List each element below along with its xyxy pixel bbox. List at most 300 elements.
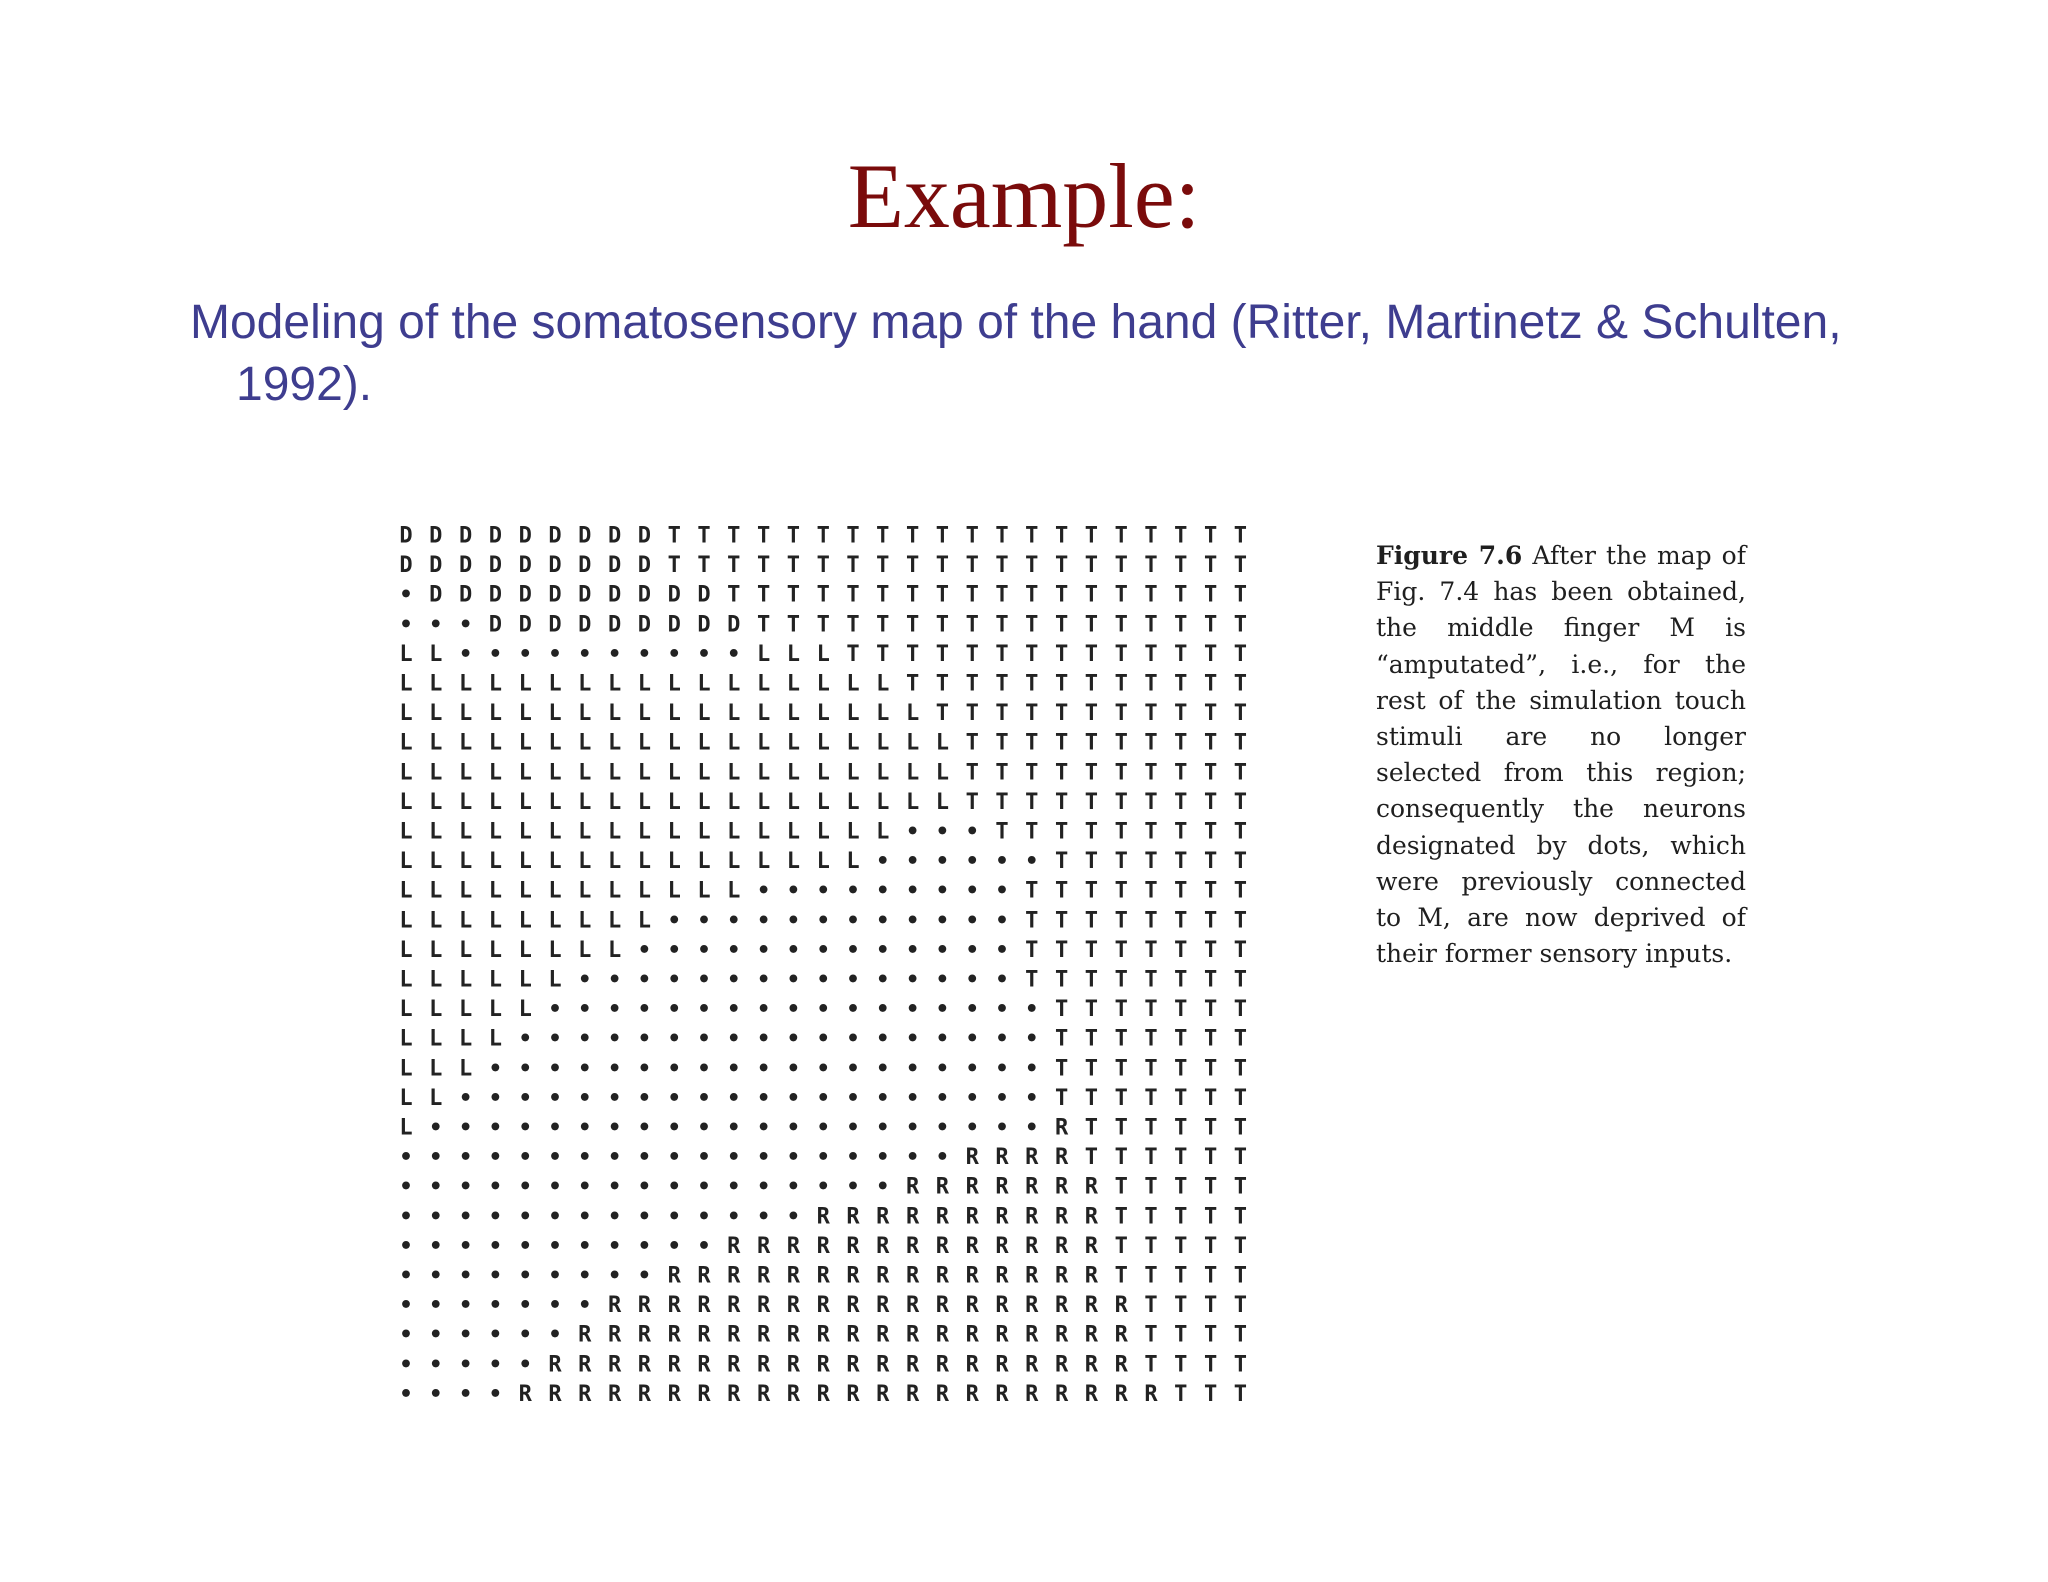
map-cell-r: R [727,1263,741,1289]
map-cell-t: T [1174,730,1188,756]
map-cell-t: T [846,523,860,549]
map-cell-d: D [697,612,711,638]
map-cell-l: L [816,789,830,815]
map-cell-l: L [637,760,652,786]
map-cell-dot: • [518,1056,532,1082]
map-cell-l: L [399,730,413,756]
map-cell-t: T [935,701,950,727]
map-cell-l: L [399,1085,413,1111]
map-cell-dot: • [399,612,413,638]
map-cell-r: R [1054,1174,1069,1200]
map-cell-t: T [1084,612,1099,638]
map-cell-dot: • [697,1174,711,1200]
map-cell-dot: • [786,1145,801,1171]
map-cell-l: L [429,967,443,993]
map-cell-dot: • [905,1056,920,1082]
map-cell-dot: • [578,1174,592,1200]
map-cell-l: L [578,789,592,815]
map-cell-l: L [667,671,681,697]
map-cell-r: R [637,1293,652,1319]
map-cell-l: L [816,641,830,667]
map-cell-r: R [727,1293,741,1319]
map-cell-r: R [756,1352,771,1378]
map-cell-t: T [1025,967,1039,993]
map-cell-t: T [1203,878,1218,904]
map-cell-dot: • [846,1026,860,1052]
map-cell-l: L [518,908,532,934]
map-cell-l: L [786,641,801,667]
map-cell-dot: • [429,1263,443,1289]
map-cell-r: R [756,1263,771,1289]
map-cell-dot: • [727,1056,741,1082]
map-cell-d: D [488,582,503,608]
map-cell-r: R [756,1322,771,1348]
map-cell-t: T [1084,730,1099,756]
map-cell-t: T [905,671,920,697]
map-cell-t: T [1114,760,1128,786]
map-cell-l: L [548,819,562,845]
map-cell-t: T [1054,878,1069,904]
map-cell-d: D [637,582,652,608]
map-cell-t: T [1054,701,1069,727]
map-cell-t: T [1174,1322,1188,1348]
map-cell-dot: • [458,1174,473,1200]
map-cell-dot: • [637,641,652,667]
map-cell-t: T [697,553,711,579]
map-cell-dot: • [548,1085,562,1111]
map-cell-l: L [786,701,801,727]
map-cell-dot: • [429,1204,443,1230]
map-cell-r: R [965,1352,979,1378]
map-cell-l: L [727,730,741,756]
map-cell-l: L [637,730,652,756]
map-cell-t: T [1054,671,1069,697]
map-cell-dot: • [488,1263,503,1289]
map-cell-t: T [1174,701,1188,727]
map-cell-r: R [727,1322,741,1348]
map-cell-t: T [1233,1233,1248,1259]
map-cell-r: R [995,1263,1009,1289]
map-cell-dot: • [578,1026,592,1052]
map-cell-t: T [1203,819,1218,845]
map-cell-r: R [905,1381,920,1402]
map-cell-t: T [995,819,1009,845]
map-cell-dot: • [995,937,1009,963]
map-cell-d: D [399,553,413,579]
map-cell-t: T [786,553,801,579]
map-cell-dot: • [518,1263,532,1289]
map-cell-r: R [816,1233,830,1259]
map-cell-l: L [458,937,473,963]
map-cell-dot: • [846,1056,860,1082]
map-cell-t: T [1025,523,1039,549]
map-cell-r: R [1025,1293,1039,1319]
map-cell-dot: • [995,1056,1009,1082]
map-cell-dot: • [876,1145,890,1171]
map-cell-dot: • [965,937,979,963]
map-cell-r: R [1054,1115,1069,1141]
map-cell-dot: • [518,1322,532,1348]
map-cell-r: R [1084,1174,1099,1200]
map-cell-r: R [1025,1263,1039,1289]
map-cell-dot: • [607,1233,622,1259]
map-cell-t: T [1025,819,1039,845]
map-cell-d: D [458,523,473,549]
map-cell-t: T [816,553,830,579]
map-cell-t: T [1114,997,1128,1023]
map-cell-dot: • [488,1085,503,1111]
map-cell-l: L [607,819,622,845]
map-cell-d: D [607,553,622,579]
map-cell-t: T [1114,878,1128,904]
map-cell-t: T [1114,849,1128,875]
map-cell-t: T [1144,789,1158,815]
map-cell-t: T [1174,553,1188,579]
map-cell-t: T [1114,1115,1128,1141]
map-cell-t: T [1233,1352,1248,1378]
map-cell-dot: • [727,1115,741,1141]
map-cell-l: L [578,730,592,756]
map-cell-dot: • [786,937,801,963]
map-cell-dot: • [637,1085,652,1111]
map-cell-t: T [1084,701,1099,727]
map-cell-dot: • [488,1293,503,1319]
map-cell-dot: • [935,849,950,875]
map-cell-t: T [995,582,1009,608]
map-cell-l: L [429,997,443,1023]
map-cell-t: T [1054,997,1069,1023]
map-cell-d: D [429,553,443,579]
map-cell-t: T [1233,1204,1248,1230]
map-cell-l: L [697,789,711,815]
map-cell-r: R [697,1263,711,1289]
map-cell-t: T [1084,878,1099,904]
map-cell-dot: • [1025,1056,1039,1082]
map-cell-d: D [637,523,652,549]
map-cell-t: T [1144,730,1158,756]
map-cell-t: T [1233,701,1248,727]
map-cell-dot: • [429,1381,443,1402]
map-cell-t: T [1174,1293,1188,1319]
map-cell-dot: • [846,997,860,1023]
map-cell-l: L [607,701,622,727]
map-cell-d: D [548,612,562,638]
map-cell-dot: • [518,641,532,667]
map-cell-dot: • [637,1145,652,1171]
map-cell-dot: • [399,1145,413,1171]
map-cell-t: T [1114,1145,1128,1171]
map-cell-t: T [727,523,741,549]
map-cell-d: D [578,612,592,638]
map-cell-dot: • [876,849,890,875]
map-cell-r: R [1025,1322,1039,1348]
map-cell-t: T [846,641,860,667]
map-cell-dot: • [905,878,920,904]
map-cell-t: T [1144,1322,1158,1348]
map-cell-t: T [1233,1293,1248,1319]
map-cell-l: L [548,967,562,993]
map-cell-t: T [727,582,741,608]
map-cell-t: T [1144,937,1158,963]
map-cell-dot: • [667,1204,681,1230]
map-cell-l: L [429,908,443,934]
map-cell-dot: • [786,1085,801,1111]
map-cell-dot: • [458,1381,473,1402]
map-cell-t: T [1203,1233,1218,1259]
map-cell-t: T [935,641,950,667]
map-cell-dot: • [876,937,890,963]
map-cell-t: T [1054,819,1069,845]
map-cell-l: L [518,671,532,697]
map-cell-t: T [935,671,950,697]
map-cell-t: T [965,760,979,786]
map-cell-dot: • [727,997,741,1023]
map-cell-l: L [816,671,830,697]
map-cell-r: R [697,1352,711,1378]
map-cell-t: T [1203,1174,1218,1200]
map-cell-r: R [786,1322,801,1348]
map-cell-t: T [1025,908,1039,934]
map-cell-dot: • [905,1026,920,1052]
map-cell-dot: • [488,1115,503,1141]
map-cell-r: R [756,1293,771,1319]
map-cell-t: T [1233,967,1248,993]
map-cell-d: D [607,582,622,608]
map-cell-t: T [1203,1115,1218,1141]
map-cell-dot: • [488,1056,503,1082]
map-cell-r: R [1054,1352,1069,1378]
map-cell-r: R [786,1293,801,1319]
map-cell-r: R [727,1381,741,1402]
map-cell-t: T [1233,612,1248,638]
map-cell-t: T [1054,760,1069,786]
map-cell-dot: • [935,908,950,934]
map-cell-t: T [1084,1145,1099,1171]
map-cell-dot: • [905,1115,920,1141]
map-cell-t: T [846,612,860,638]
map-cell-t: T [1233,908,1248,934]
map-cell-dot: • [578,1056,592,1082]
map-cell-t: T [667,553,681,579]
map-cell-t: T [1233,1322,1248,1348]
map-cell-dot: • [637,1026,652,1052]
map-cell-dot: • [727,937,741,963]
map-cell-l: L [429,641,443,667]
map-cell-dot: • [637,997,652,1023]
map-cell-l: L [399,671,413,697]
map-cell-dot: • [756,1085,771,1111]
map-cell-dot: • [667,641,681,667]
map-cell-l: L [727,789,741,815]
map-cell-r: R [846,1233,860,1259]
map-cell-t: T [1203,1145,1218,1171]
map-cell-dot: • [846,1085,860,1111]
map-cell-dot: • [399,1263,413,1289]
map-cell-l: L [548,849,562,875]
map-cell-dot: • [518,1145,532,1171]
map-cell-t: T [1054,789,1069,815]
map-cell-l: L [697,878,711,904]
map-cell-r: R [1025,1352,1039,1378]
map-cell-t: T [995,523,1009,549]
map-cell-dot: • [727,641,741,667]
map-cell-dot: • [935,1085,950,1111]
map-cell-l: L [429,760,443,786]
map-cell-dot: • [935,1056,950,1082]
map-cell-t: T [1203,967,1218,993]
map-cell-r: R [816,1263,830,1289]
map-cell-l: L [548,789,562,815]
map-cell-t: T [1084,1115,1099,1141]
map-cell-dot: • [816,1085,830,1111]
map-cell-d: D [578,523,592,549]
map-cell-r: R [1054,1322,1069,1348]
map-cell-l: L [816,730,830,756]
map-cell-l: L [429,701,443,727]
map-cell-dot: • [905,997,920,1023]
map-cell-l: L [518,967,532,993]
neuron-map-grid [394,522,1271,1402]
map-cell-dot: • [458,1322,473,1348]
map-cell-l: L [399,701,413,727]
map-cell-r: R [756,1381,771,1402]
map-cell-dot: • [518,1085,532,1111]
map-cell-dot: • [965,1115,979,1141]
map-cell-r: R [786,1352,801,1378]
map-cell-t: T [965,641,979,667]
map-cell-l: L [756,701,771,727]
map-cell-dot: • [816,1056,830,1082]
map-cell-dot: • [816,967,830,993]
map-cell-dot: • [607,1085,622,1111]
map-cell-dot: • [607,1145,622,1171]
map-cell-dot: • [786,1056,801,1082]
map-cell-l: L [607,937,622,963]
map-cell-dot: • [727,1204,741,1230]
map-cell-t: T [1203,553,1218,579]
map-cell-l: L [518,997,532,1023]
map-cell-dot: • [578,1145,592,1171]
map-cell-dot: • [399,1233,413,1259]
map-cell-t: T [1174,760,1188,786]
map-cell-l: L [876,701,890,727]
map-cell-dot: • [756,937,771,963]
map-cell-t: T [846,582,860,608]
map-cell-dot: • [1025,1026,1039,1052]
map-cell-dot: • [667,1085,681,1111]
map-cell-t: T [1084,553,1099,579]
map-cell-dot: • [756,1115,771,1141]
map-cell-r: R [965,1293,979,1319]
map-cell-dot: • [846,967,860,993]
map-cell-dot: • [995,997,1009,1023]
map-cell-l: L [399,878,413,904]
map-cell-t: T [1084,760,1099,786]
map-cell-dot: • [786,1115,801,1141]
map-cell-t: T [935,523,950,549]
map-cell-r: R [1114,1293,1128,1319]
map-cell-l: L [935,760,950,786]
map-cell-l: L [399,641,413,667]
map-cell-t: T [1233,582,1248,608]
map-cell-dot: • [637,1233,652,1259]
map-cell-dot: • [429,1352,443,1378]
map-cell-d: D [518,612,532,638]
map-cell-t: T [1144,523,1158,549]
map-cell-dot: • [637,1174,652,1200]
map-cell-l: L [876,789,890,815]
map-cell-dot: • [756,908,771,934]
map-cell-l: L [816,701,830,727]
map-cell-t: T [1114,1174,1128,1200]
map-cell-dot: • [756,1056,771,1082]
map-cell-l: L [697,819,711,845]
map-cell-dot: • [697,1115,711,1141]
map-cell-l: L [458,819,473,845]
map-cell-t: T [965,730,979,756]
map-cell-dot: • [458,1204,473,1230]
map-cell-t: T [816,523,830,549]
map-cell-t: T [1114,553,1128,579]
map-cell-t: T [1084,641,1099,667]
map-cell-dot: • [697,641,711,667]
map-cell-dot: • [1025,1115,1039,1141]
map-cell-dot: • [488,1145,503,1171]
map-cell-dot: • [518,1352,532,1378]
map-cell-dot: • [488,641,503,667]
map-cell-t: T [1054,908,1069,934]
slide-subtitle: Modeling of the somatosensory map of the hand (Ritter, Martinetz & Schulten, 1992). [190,296,1842,411]
map-cell-dot: • [846,908,860,934]
map-cell-dot: • [607,1115,622,1141]
map-cell-l: L [786,760,801,786]
map-cell-t: T [1233,1115,1248,1141]
map-cell-dot: • [518,1174,532,1200]
map-cell-d: D [607,523,622,549]
map-cell-dot: • [965,908,979,934]
map-cell-r: R [935,1381,950,1402]
map-cell-t: T [905,582,920,608]
map-cell-t: T [965,789,979,815]
map-cell-dot: • [1025,849,1039,875]
map-cell-l: L [756,789,771,815]
map-cell-d: D [548,523,562,549]
map-cell-t: T [1144,1204,1158,1230]
map-cell-d: D [488,553,503,579]
map-cell-t: T [1084,1026,1099,1052]
map-cell-r: R [1054,1145,1069,1171]
map-cell-t: T [727,553,741,579]
map-cell-l: L [905,701,920,727]
map-cell-l: L [727,878,741,904]
map-cell-dot: • [518,1204,532,1230]
map-cell-dot: • [756,997,771,1023]
map-cell-dot: • [786,1026,801,1052]
map-cell-dot: • [786,997,801,1023]
figure-caption-label: Figure 7.6 [1376,541,1523,570]
map-cell-dot: • [667,1026,681,1052]
map-cell-l: L [399,1115,413,1141]
map-cell-d: D [458,553,473,579]
map-cell-t: T [1233,997,1248,1023]
map-cell-r: R [935,1293,950,1319]
map-cell-dot: • [548,1204,562,1230]
map-cell-l: L [637,908,652,934]
map-cell-t: T [1203,937,1218,963]
map-cell-t: T [1084,1085,1099,1111]
map-cell-d: D [399,523,413,549]
map-cell-l: L [667,849,681,875]
